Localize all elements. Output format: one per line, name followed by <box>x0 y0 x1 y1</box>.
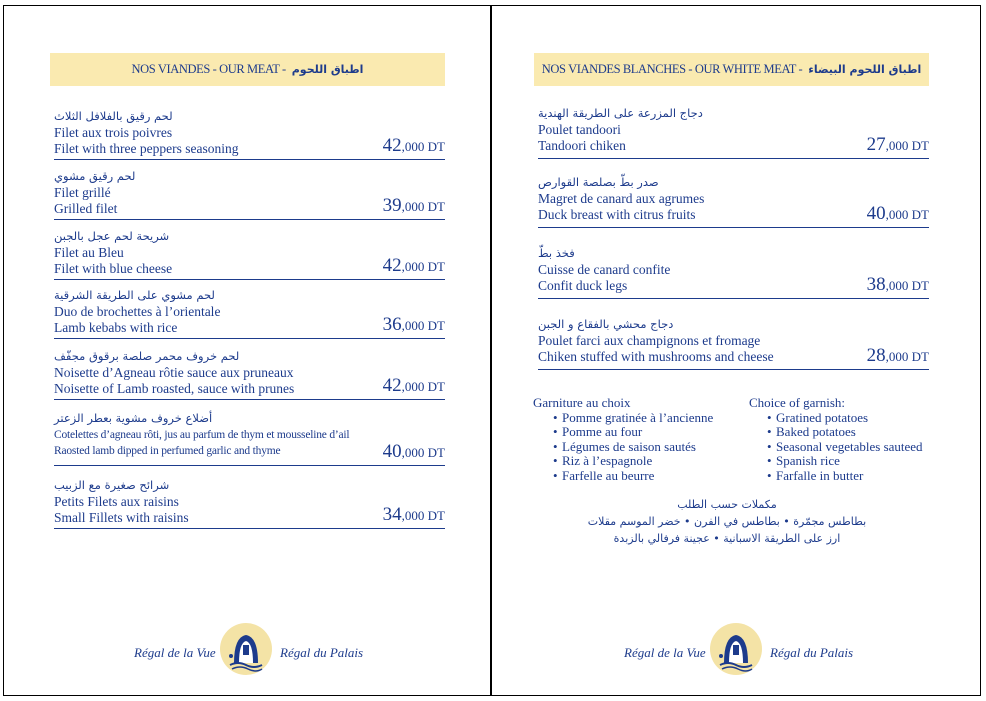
section-header-fr-en: NOS VIANDES - OUR MEAT - <box>131 62 286 76</box>
footer-tagline-left: Régal de la Vue <box>134 645 216 660</box>
item-name-fr: Filet grillé <box>54 185 111 200</box>
restaurant-logo-icon <box>710 623 762 675</box>
price-decimal: ,000 DT <box>401 508 445 523</box>
item-name-en: Noisette of Lamb roasted, sauce with prunes <box>54 381 295 396</box>
item-price <box>383 255 445 278</box>
price-decimal: ,000 DT <box>401 318 445 333</box>
list-item: • Farfelle au beurre <box>553 467 655 483</box>
garnish-line-ar-1: بطاطس مجمّرة • بطاطس في الفرن • خضر الموسم مقلات <box>587 515 867 528</box>
item-name-fr: Magret de canard aux agrumes <box>538 191 705 206</box>
item-price <box>383 195 445 218</box>
menu-item[interactable] <box>538 315 929 370</box>
item-name-fr: Petits Filets aux raisins <box>54 494 179 509</box>
price-main: 34 <box>382 504 402 525</box>
item-price <box>867 134 929 157</box>
price-main: 28 <box>866 345 886 366</box>
item-name-ar: شرائح صغيرة مع الزبيب <box>54 478 170 492</box>
item-name-en: Chiken stuffed with mushrooms and cheese <box>538 349 774 364</box>
list-item: • Baked potatoes <box>767 424 856 439</box>
section-header-ar: اطباق اللحوم <box>291 63 364 76</box>
item-name-ar: دجاج محشي بالفقاع و الجبن <box>538 317 674 331</box>
item-name-ar: لحم خروف محمر صلصة برقوق مجفّف <box>54 349 240 363</box>
item-name-fr: Poulet tandoori <box>538 122 621 137</box>
garnish-line-ar-2: ارز على الطريقة الاسبانية • عجينة فرفالي بالزبدة <box>613 532 841 545</box>
item-price <box>383 135 445 158</box>
item-name-fr: Filet au Bleu <box>54 245 124 260</box>
price-main: 36 <box>382 314 402 335</box>
price-decimal: ,000 DT <box>885 349 929 364</box>
garnish-option: Gratined potatoes <box>776 409 869 425</box>
price-main: 38 <box>866 274 886 295</box>
item-name-en: Filet with blue cheese <box>54 261 173 276</box>
item-name-fr: Cuisse de canard confite <box>538 262 671 277</box>
item-name-en: Raosted lamb dipped in perfumed garlic and thyme <box>54 445 281 457</box>
item-price <box>383 314 445 337</box>
item-name-en: Duck breast with citrus fruits <box>538 207 696 222</box>
section-header-ar: اطباق اللحوم البيضاء <box>808 63 922 76</box>
item-name-ar: دجاج المزرعة على الطريقة الهندية <box>538 106 703 120</box>
list-item: • Pomme au four <box>553 424 643 439</box>
section-header-white-meat <box>534 53 929 86</box>
menu-item[interactable] <box>54 409 445 466</box>
menu-item[interactable] <box>538 244 929 299</box>
price-main: 39 <box>382 195 402 216</box>
restaurant-logo-icon <box>220 623 272 675</box>
item-price <box>383 504 445 527</box>
list-item: • Spanish rice <box>767 453 840 468</box>
item-name-fr: Duo de brochettes à l’orientale <box>54 304 221 319</box>
garnish-option: Riz à l’espagnole <box>562 453 653 468</box>
list-item: • Pomme gratinée à l’ancienne <box>553 409 714 425</box>
price-main: 40 <box>382 441 402 462</box>
item-price <box>383 375 445 398</box>
item-name-ar: لحم مشوي على الطريقة الشرقية <box>54 288 215 302</box>
garnish-list-ar <box>552 496 902 547</box>
item-name-fr: Cotelettes d’agneau rôti, jus au parfum de thym et mousseline d’ail <box>54 429 350 441</box>
item-name-ar: صدر بطّ بصلصة القوارص <box>538 175 659 189</box>
menu-item[interactable] <box>538 173 929 228</box>
item-name-en: Grilled filet <box>54 201 118 216</box>
item-name-fr: Noisette d’Agneau rôtie sauce aux pruneaux <box>54 365 294 380</box>
item-name-ar: شريحة لحم عجل بالجبن <box>54 229 170 243</box>
item-name-en: Tandoori chiken <box>538 138 626 153</box>
menu-item[interactable] <box>54 227 445 280</box>
garnish-option: Farfalle in butter <box>776 467 864 483</box>
list-item: • Farfalle in butter <box>767 467 864 483</box>
list-item: • Riz à l’espagnole <box>553 453 653 468</box>
footer-tagline-right: Régal du Palais <box>770 645 854 660</box>
price-decimal: ,000 DT <box>401 199 445 214</box>
garnish-option: Farfelle au beurre <box>562 467 655 483</box>
price-main: 40 <box>866 203 886 224</box>
item-name-en: Filet with three peppers seasoning <box>54 141 239 156</box>
garnish-title-en: Choice of garnish: <box>749 395 846 410</box>
menu-item[interactable] <box>54 286 445 339</box>
price-main: 42 <box>382 135 402 156</box>
menu-item[interactable] <box>54 347 445 400</box>
menu-page-white-meat <box>491 5 981 696</box>
item-name-fr: Filet aux trois poivres <box>54 125 173 140</box>
garnish-list-fr <box>533 396 743 483</box>
garnish-title-ar: مكملات حسب الطلب <box>677 498 777 511</box>
price-decimal: ,000 DT <box>885 138 929 153</box>
garnish-option: Baked potatoes <box>776 424 856 439</box>
footer-branding <box>624 623 864 679</box>
item-name-ar: أضلاع خروف مشوية بعطر الزعتر <box>54 411 213 425</box>
price-main: 27 <box>866 134 886 155</box>
garnish-option: Spanish rice <box>776 453 840 468</box>
item-name-fr: Poulet farci aux champignons et fromage <box>538 333 761 348</box>
item-name-en: Small Fillets with raisins <box>54 510 189 525</box>
garnish-option: Légumes de saison sautés <box>562 438 696 454</box>
item-price <box>383 441 445 464</box>
price-main: 42 <box>382 255 402 276</box>
price-decimal: ,000 DT <box>401 379 445 394</box>
menu-item[interactable] <box>54 476 445 529</box>
price-decimal: ,000 DT <box>885 278 929 293</box>
section-header-fr-en: NOS VIANDES BLANCHES - OUR WHITE MEAT - <box>541 62 803 76</box>
garnish-title-fr: Garniture au choix <box>533 395 631 410</box>
footer-tagline-left: Régal de la Vue <box>624 645 706 660</box>
price-decimal: ,000 DT <box>401 445 445 460</box>
footer-tagline-right: Régal du Palais <box>280 645 364 660</box>
item-name-ar: لحم رقيق مشوي <box>54 169 136 183</box>
garnish-option: Seasonal vegetables sauteed <box>776 438 923 454</box>
item-name-en: Lamb kebabs with rice <box>54 320 178 335</box>
price-main: 42 <box>382 375 402 396</box>
item-name-ar: لحم رقيق بالفلافل الثلاث <box>54 109 173 123</box>
garnish-list-en <box>749 396 934 483</box>
menu-item[interactable] <box>54 167 445 220</box>
menu-item[interactable] <box>538 104 929 159</box>
price-decimal: ,000 DT <box>401 259 445 274</box>
item-price <box>867 203 929 226</box>
item-price <box>867 345 929 368</box>
garnish-option: Pomme gratinée à l’ancienne <box>562 409 714 425</box>
item-name-en: Confit duck legs <box>538 278 628 293</box>
garnish-option: Pomme au four <box>562 424 643 439</box>
footer-branding <box>134 623 374 679</box>
list-item: • Gratined potatoes <box>767 409 869 425</box>
item-name-ar: فخذ بطّ <box>538 246 575 260</box>
price-decimal: ,000 DT <box>885 207 929 222</box>
price-decimal: ,000 DT <box>401 139 445 154</box>
item-price <box>867 274 929 297</box>
list-item: • Légumes de saison sautés <box>553 438 696 454</box>
menu-page-meat <box>3 5 491 696</box>
section-header-meat <box>50 53 445 86</box>
menu-item[interactable] <box>54 107 445 160</box>
list-item: • Seasonal vegetables sauteed <box>767 438 923 454</box>
